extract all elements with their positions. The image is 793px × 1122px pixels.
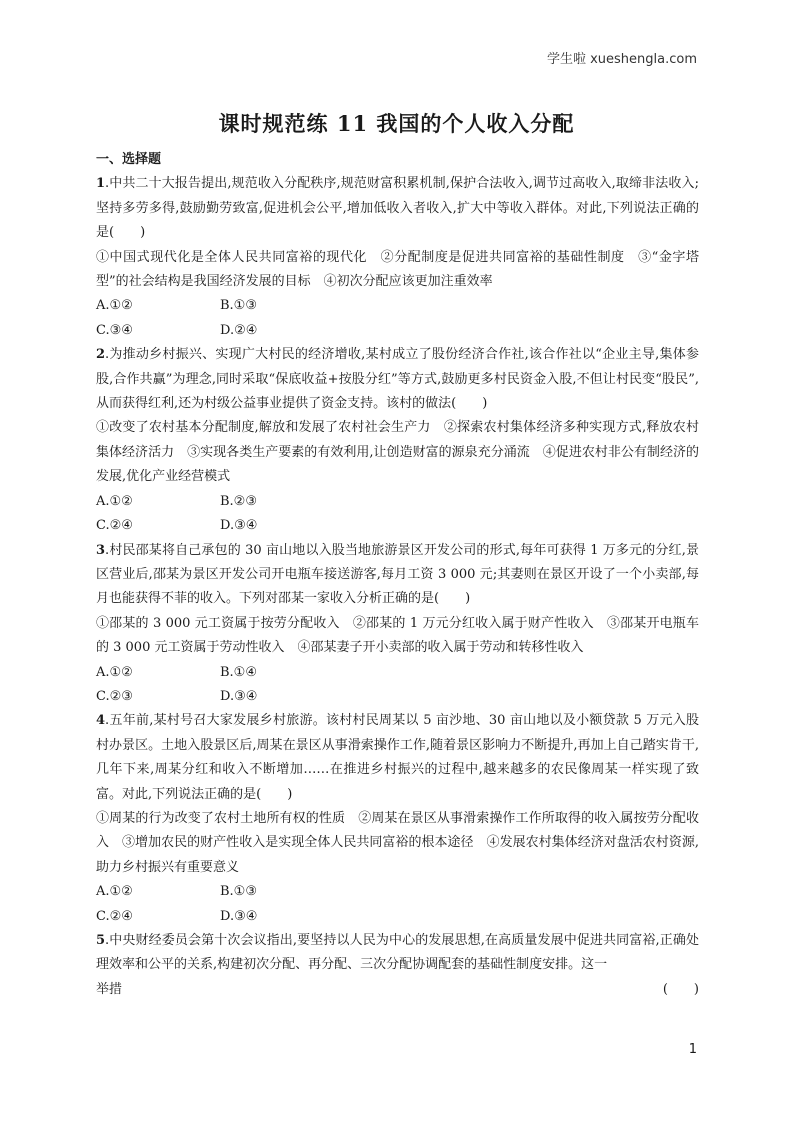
question-number: 4 <box>96 713 106 729</box>
question-1 <box>96 172 699 343</box>
answer-options <box>96 661 699 710</box>
question-statements: ①邵某的 3 000 元工资属于按劳分配收入 ②邵某的 1 万元分红收入属于财产性收入 ③邵某开电瓶车的 3 000 元工资属于劳动性收入 ④邵某妻子开小卖部的收入属于劳动和转移性收入 <box>96 615 699 656</box>
option-b: B.②③ <box>220 493 257 509</box>
option-b: B.①③ <box>220 884 257 900</box>
page-title: 课时规范练 11 我国的个人收入分配 <box>218 111 575 136</box>
option-d: D.③④ <box>220 688 258 704</box>
question-5 <box>96 929 699 1002</box>
option-d: D.③④ <box>220 518 258 534</box>
question-2 <box>96 343 699 538</box>
question-stem <box>96 709 699 807</box>
option-a: A.①② <box>96 664 133 680</box>
option-a: A.①② <box>96 298 133 314</box>
answer-options <box>96 880 699 929</box>
question-text: .中共二十大报告提出,规范收入分配秩序,规范财富积累机制,保护合法收入,调节过高收入,取缔非法收入;坚持多劳多得,鼓励勤劳致富,促进机会公平,增加低收入者收入,扩大中等收入群体。对此,下列说法正确的是( ) <box>96 176 699 241</box>
question-list <box>96 148 699 1002</box>
question-number: 1 <box>96 176 106 192</box>
answer-blank: ( ) <box>662 981 699 997</box>
option-b: B.①④ <box>220 664 257 680</box>
question-statements: ①改变了农村基本分配制度,解放和发展了农村社会生产力 ②探索农村集体经济多种实现方式,释放农村集体经济活力 ③实现各类生产要素的有效利用,让创造财富的源泉充分涌流 ④促进农村非公有制经济的发展,优化产业经营模式 <box>96 420 699 485</box>
option-a: A.①② <box>96 493 133 509</box>
question-number: 2 <box>96 347 106 363</box>
section-heading: 一、选择题 <box>96 152 162 167</box>
question-text: .为推动乡村振兴、实现广大村民的经济增收,某村成立了股份经济合作社,该合作社以“企业主导,集体参股,合作共赢”为理念,同时采取“保底收益+按股分红”等方式,鼓励更多村民资金入股,不但让村民变“股民”,从而获得红利,还为村级公益事业提供了资金支持。该村的做法( ) <box>96 347 699 412</box>
option-d: D.③④ <box>220 908 258 924</box>
option-c: C.③④ <box>96 322 133 338</box>
question-stem <box>96 929 699 978</box>
question-statements: ①中国式现代化是全体人民共同富裕的现代化 ②分配制度是促进共同富裕的基础性制度 ③“金字塔型”的社会结构是我国经济发展的目标 ④初次分配应该更加注重效率 <box>96 249 699 290</box>
question-text: .村民邵某将自己承包的 30 亩山地以入股当地旅游景区开发公司的形式,每年可获得 1 万多元的分红,景区营业后,邵某为景区开发公司开电瓶车接送游客,每月工资 3 000 元;其妻则在景区开设了一个小卖部,每月也能获得不菲的收入。下列对邵某一家收入分析正确的是( ) <box>96 542 699 607</box>
question-statements: ①周某的行为改变了农村土地所有权的性质 ②周某在景区从事滑索操作工作所取得的收入属按劳分配收入 ③增加农民的财产性收入是实现全体人民共同富裕的根本途径 ④发展农村集体经济对盘活农村资源,助力乡村振兴有重要意义 <box>96 810 699 875</box>
question-3 <box>96 539 699 710</box>
question-4 <box>96 709 699 929</box>
question-stem <box>96 172 699 245</box>
answer-options <box>96 294 699 343</box>
page-number: 1 <box>688 1042 697 1057</box>
question-number: 3 <box>96 542 106 558</box>
option-c: C.②④ <box>96 518 133 534</box>
option-c: C.②④ <box>96 908 133 924</box>
option-d: D.②④ <box>220 322 258 338</box>
question-number: 5 <box>96 933 106 948</box>
question-text-end: 举措 <box>96 981 123 997</box>
site-brand: 学生啦 xueshengla.com <box>546 52 697 67</box>
question-text: .中央财经委员会第十次会议指出,要坚持以人民为中心的发展思想,在高质量发展中促进共同富裕,正确处理效率和公平的关系,构建初次分配、再分配、三次分配协调配套的基础性制度安排。这一 <box>96 933 699 973</box>
question-stem <box>96 539 699 612</box>
answer-options <box>96 490 699 539</box>
option-c: C.②③ <box>96 688 133 704</box>
question-stem-end <box>96 978 699 1002</box>
question-text: .五年前,某村号召大家发展乡村旅游。该村村民周某以 5 亩沙地、30 亩山地以及小额贷款 5 万元入股村办景区。土地入股景区后,周某在景区从事滑索操作工作,随着景区影响力不断提升,再加上自己踏实肯干,几年下来,周某分红和收入不断增加……在推进乡村振兴的过程中,越来越多的农民像周某一样实现了致富。对此,下列说法正确的是( ) <box>96 713 699 802</box>
option-a: A.①② <box>96 884 133 900</box>
question-stem <box>96 343 699 416</box>
option-b: B.①③ <box>220 298 257 314</box>
